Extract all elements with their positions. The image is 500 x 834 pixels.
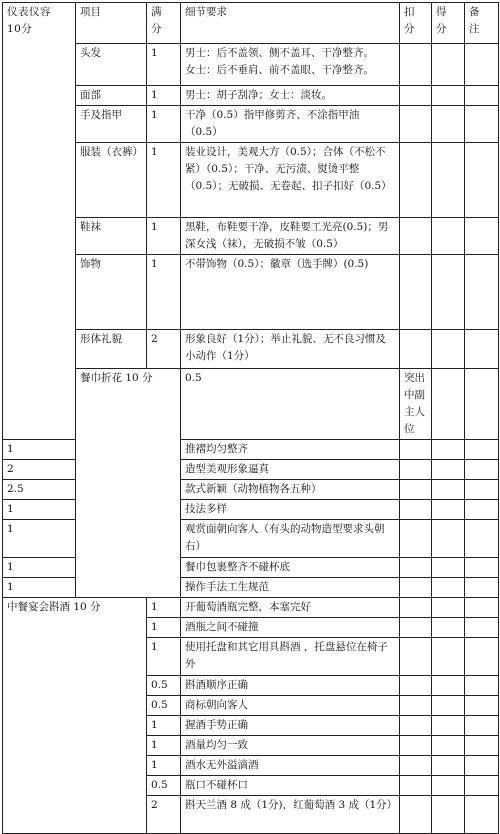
remark-cell[interactable] xyxy=(465,218,499,255)
deduct-cell[interactable] xyxy=(400,618,432,638)
score-cell: 1 xyxy=(147,618,181,638)
detail-cell: 商标朝向客人 xyxy=(181,696,400,716)
score-cell: 1 xyxy=(147,255,181,330)
got-score-cell[interactable] xyxy=(432,480,465,500)
score-cell: 2 xyxy=(147,330,181,369)
got-score-cell[interactable] xyxy=(432,776,465,796)
score-cell: 2.5 xyxy=(3,480,76,500)
score-cell: 1 xyxy=(147,143,181,218)
deduct-cell[interactable] xyxy=(400,86,432,106)
table-row xyxy=(3,369,499,440)
table-row xyxy=(3,86,499,106)
got-score-cell[interactable] xyxy=(432,255,465,330)
deduct-cell[interactable] xyxy=(400,218,432,255)
deduct-cell[interactable] xyxy=(400,696,432,716)
remark-cell[interactable] xyxy=(465,578,499,598)
score-cell: 1 xyxy=(147,716,181,736)
got-score-cell[interactable] xyxy=(432,106,465,143)
got-score-cell[interactable] xyxy=(432,638,465,676)
detail-cell: 黑鞋，布鞋要干净，皮鞋要工光亮(0.5)；男深女浅（袜），无破损不皱（0.5） xyxy=(181,218,400,255)
score-cell: 1 xyxy=(147,86,181,106)
score-cell: 2 xyxy=(147,796,181,834)
deduct-cell[interactable] xyxy=(400,143,432,218)
remark-cell[interactable] xyxy=(465,86,499,106)
detail-cell: 形象良好（1分）；举止礼貌、无不良习惯及小动作（1分） xyxy=(181,330,400,369)
item-cell: 头发 xyxy=(76,44,147,86)
got-score-cell[interactable] xyxy=(432,86,465,106)
score-cell: 0.5 xyxy=(147,696,181,716)
got-score-cell[interactable] xyxy=(432,500,465,520)
deduct-cell[interactable] xyxy=(400,520,432,558)
got-score-cell[interactable] xyxy=(432,218,465,255)
score-cell: 1 xyxy=(147,638,181,676)
got-score-cell[interactable] xyxy=(432,756,465,776)
table-row xyxy=(3,255,499,330)
remark-cell[interactable] xyxy=(465,756,499,776)
header-row xyxy=(3,3,499,44)
detail-cell: 造型美观形象逼真 xyxy=(181,460,400,480)
score-cell: 1 xyxy=(3,520,76,558)
category-wine: 中餐宴会斟酒 10 分 xyxy=(3,598,147,834)
detail-cell: 款式新颖（动物植物各五种） xyxy=(181,480,400,500)
deduct-cell[interactable] xyxy=(400,44,432,86)
remark-cell[interactable] xyxy=(465,776,499,796)
header-score: 得 分 xyxy=(432,3,465,44)
got-score-cell[interactable] xyxy=(432,440,465,460)
category-napkin: 餐巾折花 10 分 xyxy=(76,369,181,598)
got-score-cell[interactable] xyxy=(432,520,465,558)
remark-cell[interactable] xyxy=(465,500,499,520)
remark-cell[interactable] xyxy=(465,676,499,696)
table-row xyxy=(3,598,499,618)
deduct-cell[interactable] xyxy=(400,796,432,834)
detail-cell: 推褶均匀整齐 xyxy=(181,440,400,460)
got-score-cell[interactable] xyxy=(432,460,465,480)
header-detail: 细节要求 xyxy=(181,3,400,44)
detail-cell: 握酒手势正确 xyxy=(181,716,400,736)
detail-cell: 斟酒顺序正确 xyxy=(181,676,400,696)
detail-cell: 观赏面朝向客人（有头的动物造型要求头朝右） xyxy=(181,520,400,558)
remark-cell[interactable] xyxy=(465,618,499,638)
detail-cell: 男士：胡子刮净；女士：淡妆。 xyxy=(181,86,400,106)
detail-cell: 突出中副主人位 xyxy=(400,369,432,440)
detail-cell: 男士：后不盖领、侧不盖耳、干净整齐。 女士：后不垂肩、前不盖眼、干净整齐。 xyxy=(181,44,400,86)
score-cell: 1 xyxy=(3,500,76,520)
got-score-cell[interactable] xyxy=(432,598,465,618)
remark-cell[interactable] xyxy=(465,520,499,558)
header-full-score: 满 分 xyxy=(147,3,181,44)
deduct-cell[interactable] xyxy=(400,106,432,143)
remark-cell[interactable] xyxy=(465,480,499,500)
got-score-cell[interactable] xyxy=(432,676,465,696)
got-score-cell[interactable] xyxy=(432,618,465,638)
item-cell: 手及指甲 xyxy=(76,106,147,143)
detail-cell: 不带饰物（0.5）；徽章（选手牌）(0.5) xyxy=(181,255,400,330)
detail-cell: 开葡萄酒瓶完整，本塞完好 xyxy=(181,598,400,618)
deduct-cell[interactable] xyxy=(400,676,432,696)
got-score-cell[interactable] xyxy=(432,143,465,218)
remark-cell[interactable] xyxy=(465,558,499,578)
got-score-cell[interactable] xyxy=(432,736,465,756)
deduct-cell[interactable] xyxy=(400,638,432,676)
deduct-cell[interactable] xyxy=(400,500,432,520)
remark-cell[interactable] xyxy=(465,143,499,218)
remark-cell[interactable] xyxy=(465,716,499,736)
got-score-cell[interactable] xyxy=(465,369,499,440)
deduct-cell[interactable] xyxy=(400,255,432,330)
score-cell: 0.5 xyxy=(147,676,181,696)
score-cell: 1 xyxy=(147,598,181,618)
detail-cell: 干净（0.5）指甲修剪齐、不涂指甲油 （0.5） xyxy=(181,106,400,143)
remark-cell[interactable] xyxy=(465,598,499,618)
deduct-cell[interactable] xyxy=(400,776,432,796)
remark-cell[interactable] xyxy=(465,638,499,676)
item-cell: 面部 xyxy=(76,86,147,106)
table-row xyxy=(3,44,499,86)
header-item: 项目 xyxy=(76,3,147,44)
header-deduct: 扣 分 xyxy=(400,3,432,44)
detail-cell: 酒水无外溢滴酒 xyxy=(181,756,400,776)
detail-cell: 操作手法工生规范 xyxy=(181,578,400,598)
detail-cell: 餐巾包裹整齐不碰杯底 xyxy=(181,558,400,578)
got-score-cell[interactable] xyxy=(432,558,465,578)
deduct-cell[interactable] xyxy=(400,558,432,578)
header-remark: 备 注 xyxy=(465,3,499,44)
deduct-cell[interactable] xyxy=(400,716,432,736)
detail-cell: 技法多样 xyxy=(181,500,400,520)
table-row xyxy=(3,218,499,255)
got-score-cell[interactable] xyxy=(432,578,465,598)
deduct-cell[interactable] xyxy=(400,598,432,618)
deduct-cell[interactable] xyxy=(400,330,432,369)
remark-cell[interactable] xyxy=(465,796,499,834)
deduct-cell[interactable] xyxy=(400,460,432,480)
got-score-cell[interactable] xyxy=(432,796,465,834)
detail-cell: 斟天兰酒 8 成（1分)，红葡萄酒 3 成（1分） xyxy=(181,796,400,834)
detail-cell: 酒瓶之间不碰撞 xyxy=(181,618,400,638)
remark-cell[interactable] xyxy=(465,44,499,86)
item-cell: 鞋袜 xyxy=(76,218,147,255)
category-appearance: 仪表仪容 10分 xyxy=(3,3,76,440)
detail-cell: 酒量均匀一致 xyxy=(181,736,400,756)
deduct-cell[interactable] xyxy=(400,756,432,776)
remark-cell[interactable] xyxy=(465,106,499,143)
deduct-cell[interactable] xyxy=(400,736,432,756)
score-cell: 1 xyxy=(3,578,76,598)
detail-cell: 装业设计，美观大方（0.5）；合体（不松不紧）（0.5）；干净、无污渍、熨烫平整（0.5）；无破损、无卷起、扣子扣好（0.5） xyxy=(181,143,400,218)
table-row xyxy=(3,143,499,218)
score-cell: 0.5 xyxy=(147,776,181,796)
score-cell: 1 xyxy=(147,756,181,776)
remark-cell[interactable] xyxy=(465,440,499,460)
score-cell: 0.5 xyxy=(181,369,400,440)
got-score-cell[interactable] xyxy=(432,696,465,716)
remark-cell[interactable] xyxy=(465,255,499,330)
score-cell: 1 xyxy=(3,558,76,578)
deduct-cell[interactable] xyxy=(400,440,432,460)
item-cell: 形体礼貌 xyxy=(76,330,147,369)
score-cell: 1 xyxy=(147,218,181,255)
remark-cell[interactable] xyxy=(465,330,499,369)
score-cell: 1 xyxy=(147,44,181,86)
got-score-cell[interactable] xyxy=(432,716,465,736)
score-cell: 2 xyxy=(3,460,76,480)
detail-cell: 使用托盘和其它用具斟酒 ，托盘悬位在椅子外 xyxy=(181,638,400,676)
item-cell: 饰物 xyxy=(76,255,147,330)
score-cell: 1 xyxy=(3,440,76,460)
remark-cell[interactable] xyxy=(465,696,499,716)
got-score-cell[interactable] xyxy=(432,44,465,86)
deduct-cell[interactable] xyxy=(400,480,432,500)
detail-cell: 瓶口不碰杯口 xyxy=(181,776,400,796)
got-score-cell[interactable] xyxy=(432,330,465,369)
scoring-table xyxy=(2,2,499,834)
item-cell: 服装（衣裤） xyxy=(76,143,147,218)
score-cell: 1 xyxy=(147,736,181,756)
remark-cell[interactable] xyxy=(465,460,499,480)
table-row xyxy=(3,330,499,369)
remark-cell[interactable] xyxy=(465,736,499,756)
table-row xyxy=(3,106,499,143)
deduct-cell[interactable] xyxy=(400,578,432,598)
score-cell: 1 xyxy=(147,106,181,143)
deduct-cell[interactable] xyxy=(432,369,465,440)
